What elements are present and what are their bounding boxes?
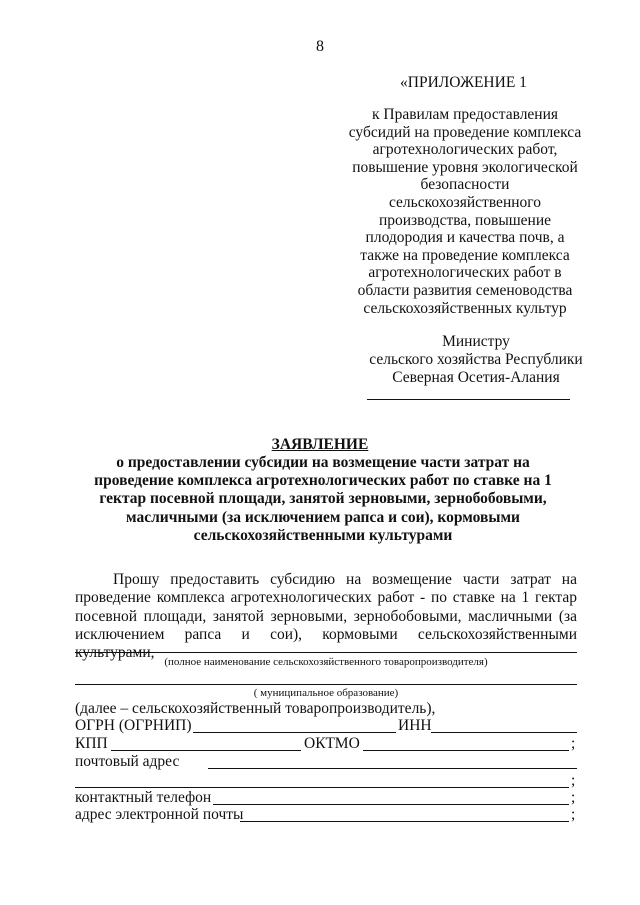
appendix-line: сельскохозяйственных культур bbox=[363, 299, 567, 317]
municipality-line[interactable] bbox=[75, 684, 577, 685]
kpp-label: КПП bbox=[75, 735, 108, 752]
appendix-line: области развития семеноводства bbox=[357, 281, 573, 299]
producer-name-line[interactable] bbox=[75, 652, 577, 653]
appendix-text bbox=[338, 106, 592, 317]
addressee-block bbox=[348, 333, 604, 387]
addressee-line-2: сельского хозяйства Республики bbox=[369, 351, 583, 368]
postal-address-field[interactable] bbox=[208, 752, 577, 769]
producer-caption: (полное наименование сельскохозяйственного товаропроизводителя) bbox=[164, 656, 488, 668]
oktmo-field[interactable] bbox=[363, 734, 569, 751]
addressee-line-1: Министру bbox=[442, 333, 510, 350]
kpp-field[interactable] bbox=[111, 734, 301, 751]
document-subtitle: о предоставлении субсидии на возмещение части затрат на проведение комплекса агротехнологических работ по ставке на 1 гектар посевной площади, занятой зерновыми, зернобобовыми, масличными (за исключением рапса и сои), кормовыми сельскохозяйственными культурами bbox=[94, 454, 552, 544]
phone-semicolon: ; bbox=[571, 789, 576, 806]
ogrn-label: ОГРН (ОГРНИП) bbox=[75, 717, 192, 734]
postal-semicolon: ; bbox=[571, 772, 576, 789]
contact-phone-label: контактный телефон bbox=[75, 789, 212, 806]
email-field[interactable] bbox=[240, 805, 569, 822]
body-paragraph: Прошу предоставить субсидию на возмещение части затрат на проведение комплекса агротехнологических работ - по ставке на 1 гектар посевной площади, занятой зерновыми, зернобобовыми, масличными (за исключением рапса и сои), кормовыми сельскохозяйственными культурами, bbox=[75, 571, 577, 662]
email-label: адрес электронной почты bbox=[75, 806, 244, 823]
ogrn-field[interactable] bbox=[193, 716, 396, 733]
appendix-line: субсидий на проведение комплекса bbox=[348, 123, 582, 141]
appendix-line: агротехнологических работ в bbox=[368, 264, 562, 282]
appendix-line: производства, повышение bbox=[378, 211, 552, 229]
inn-label: ИНН bbox=[398, 717, 432, 734]
addressee-line-3: Северная Осетия-Алания bbox=[392, 369, 560, 386]
document-title: ЗАЯВЛЕНИЕ bbox=[271, 436, 369, 453]
contact-phone-field[interactable] bbox=[213, 788, 569, 805]
appendix-line: также на проведение комплекса bbox=[360, 246, 570, 264]
appendix-line: агротехнологических работ, bbox=[372, 141, 558, 159]
addressee-signature-line[interactable] bbox=[367, 399, 570, 400]
appendix-line: безопасности bbox=[420, 176, 510, 194]
kpp-semicolon: ; bbox=[571, 735, 576, 752]
inn-field[interactable] bbox=[431, 716, 577, 733]
oktmo-label: ОКТМО bbox=[304, 735, 360, 752]
postal-address-field-2[interactable] bbox=[75, 771, 569, 788]
page-number: 8 bbox=[316, 38, 324, 55]
municipality-caption: ( муниципальное образование) bbox=[253, 687, 399, 699]
email-semicolon: ; bbox=[571, 806, 576, 823]
appendix-heading: «ПРИЛОЖЕНИЕ 1 bbox=[400, 74, 527, 91]
hereinafter-text: (далее – сельскохозяйственный товаропроизводитель), bbox=[75, 700, 436, 717]
appendix-line: повышение уровня экологической bbox=[352, 158, 578, 176]
appendix-line: плодородия и качества почв, а bbox=[365, 229, 565, 247]
appendix-line: к Правилам предоставления bbox=[371, 106, 559, 123]
appendix-line: сельскохозяйственного bbox=[388, 193, 542, 211]
postal-address-label: почтовый адрес bbox=[75, 753, 180, 770]
